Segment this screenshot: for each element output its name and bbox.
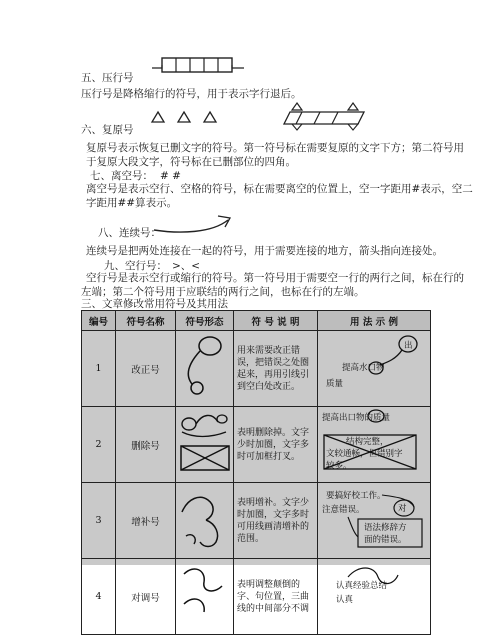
row-symbol-name: 增补号 <box>116 483 176 559</box>
table-header-row <box>82 311 431 331</box>
example-text: 注意错误。 <box>322 505 365 515</box>
section-9-title: 九、空行号： <box>104 260 167 272</box>
example-swap-mark <box>318 559 431 630</box>
example-text: 结构完整， <box>346 437 389 447</box>
table-row <box>82 483 431 559</box>
part-3-title: 三、文章修改常用符号及其用法 <box>81 298 228 310</box>
row-symbol-name: 改正号 <box>116 331 176 407</box>
row-symbol-name: 对调号 <box>116 559 176 635</box>
row-explanation: 表明调整颠倒的字、句位置，三曲线的中间部分不调 <box>234 559 318 635</box>
example-text: 提高水口物 <box>342 363 385 373</box>
row-number: 1 <box>82 331 116 407</box>
symbol-reference-table <box>81 310 431 635</box>
row-number: 3 <box>82 483 116 559</box>
section-7-title: 七、离空号： <box>90 170 153 182</box>
row-symbol-form <box>176 559 234 635</box>
continuation-arrow-symbol <box>150 208 245 236</box>
header-number: 编号 <box>82 311 116 331</box>
row-number: 2 <box>82 407 116 483</box>
section-7-description-line-2: 字距用##算表示。 <box>86 197 178 209</box>
row-example <box>318 559 431 635</box>
row-explanation: 表明增补。文字少时加圈，文字多时可用线画清增补的范围。 <box>234 483 318 559</box>
table-row <box>82 331 431 407</box>
row-explanation: 用来需要改正错误，把错误之处圈起来，再用引线引到空白处改正。 <box>234 331 318 407</box>
section-9-description-line-2: 左端；第二个符号用于应联结的两行之间，也标在行的左端。 <box>81 286 365 298</box>
section-5-title: 五、压行号 <box>81 72 134 84</box>
section-6-title: 六、复原号 <box>81 124 134 136</box>
example-text: 质量 <box>326 379 344 389</box>
row-example <box>318 407 431 483</box>
section-8-title: 八、连续号： <box>98 227 161 239</box>
example-text: 文较通畅，但错别字 <box>326 449 403 459</box>
header-symbol-name: 符号名称 <box>116 311 176 331</box>
section-7-symbol: # # <box>160 170 181 182</box>
insertion-mark-drawing <box>176 484 234 554</box>
section-5-description: 压行号是降格缩行的符号，用于表示字行退后。 <box>81 88 302 100</box>
row-number: 4 <box>82 559 116 635</box>
symbol-reference-table-scan <box>81 310 430 614</box>
row-symbol-form <box>176 331 234 407</box>
press-line-symbol <box>150 54 250 76</box>
row-example <box>318 331 431 407</box>
header-usage-example: 用 法 示 例 <box>318 311 431 331</box>
table-row <box>82 559 431 635</box>
example-text: 语法修辞方 <box>364 523 407 533</box>
example-text: 面的错误。 <box>364 535 407 545</box>
example-mark-text: 对 <box>398 504 407 514</box>
header-symbol-explanation: 符 号 说 明 <box>234 311 318 331</box>
restore-corner-symbol <box>280 101 370 131</box>
section-9-symbol: >、< <box>172 260 201 272</box>
example-text: 认真经验总结 <box>336 581 388 591</box>
example-text: 要搞好校工作。 <box>326 491 386 501</box>
correction-mark-drawing <box>176 332 234 402</box>
deletion-mark-drawing <box>176 408 234 478</box>
swap-mark-drawing <box>176 560 234 630</box>
section-6-description-line-2: 于复原大段文字，符号标在已删部位的四角。 <box>86 156 296 168</box>
section-9-description-line-1: 空行号是表示空行或缩行的符号。第一符号用于需要空一行的两行之间，标在行的 <box>86 272 464 284</box>
example-text: 提高出口物的质量 <box>322 413 391 423</box>
section-8-description: 连续号是把两处连接在一起的符号，用于需要连接的地方，箭头指向连接处。 <box>86 245 443 257</box>
section-6-description-line-1: 复原号表示恢复已删文字的符号。第一符号标在需要复原的文字下方；第二符号用 <box>86 142 464 154</box>
example-text: 认真 <box>336 595 354 605</box>
row-symbol-form <box>176 483 234 559</box>
row-explanation: 表明删除掉。文字少时加圈，文字多时可加框打叉。 <box>234 407 318 483</box>
example-mark-text: 出 <box>404 341 413 351</box>
table-row <box>82 407 431 483</box>
header-symbol-form: 符号形态 <box>176 311 234 331</box>
row-symbol-form <box>176 407 234 483</box>
section-7-description-line-1: 离空号是表示空行、空格的符号，标在需要离空的位置上，空一字距用#表示，空二 <box>86 183 473 195</box>
restore-triangles-symbol <box>148 110 226 124</box>
row-symbol-name: 删除号 <box>116 407 176 483</box>
row-example <box>318 483 431 559</box>
example-text: 较多。 <box>326 461 352 471</box>
